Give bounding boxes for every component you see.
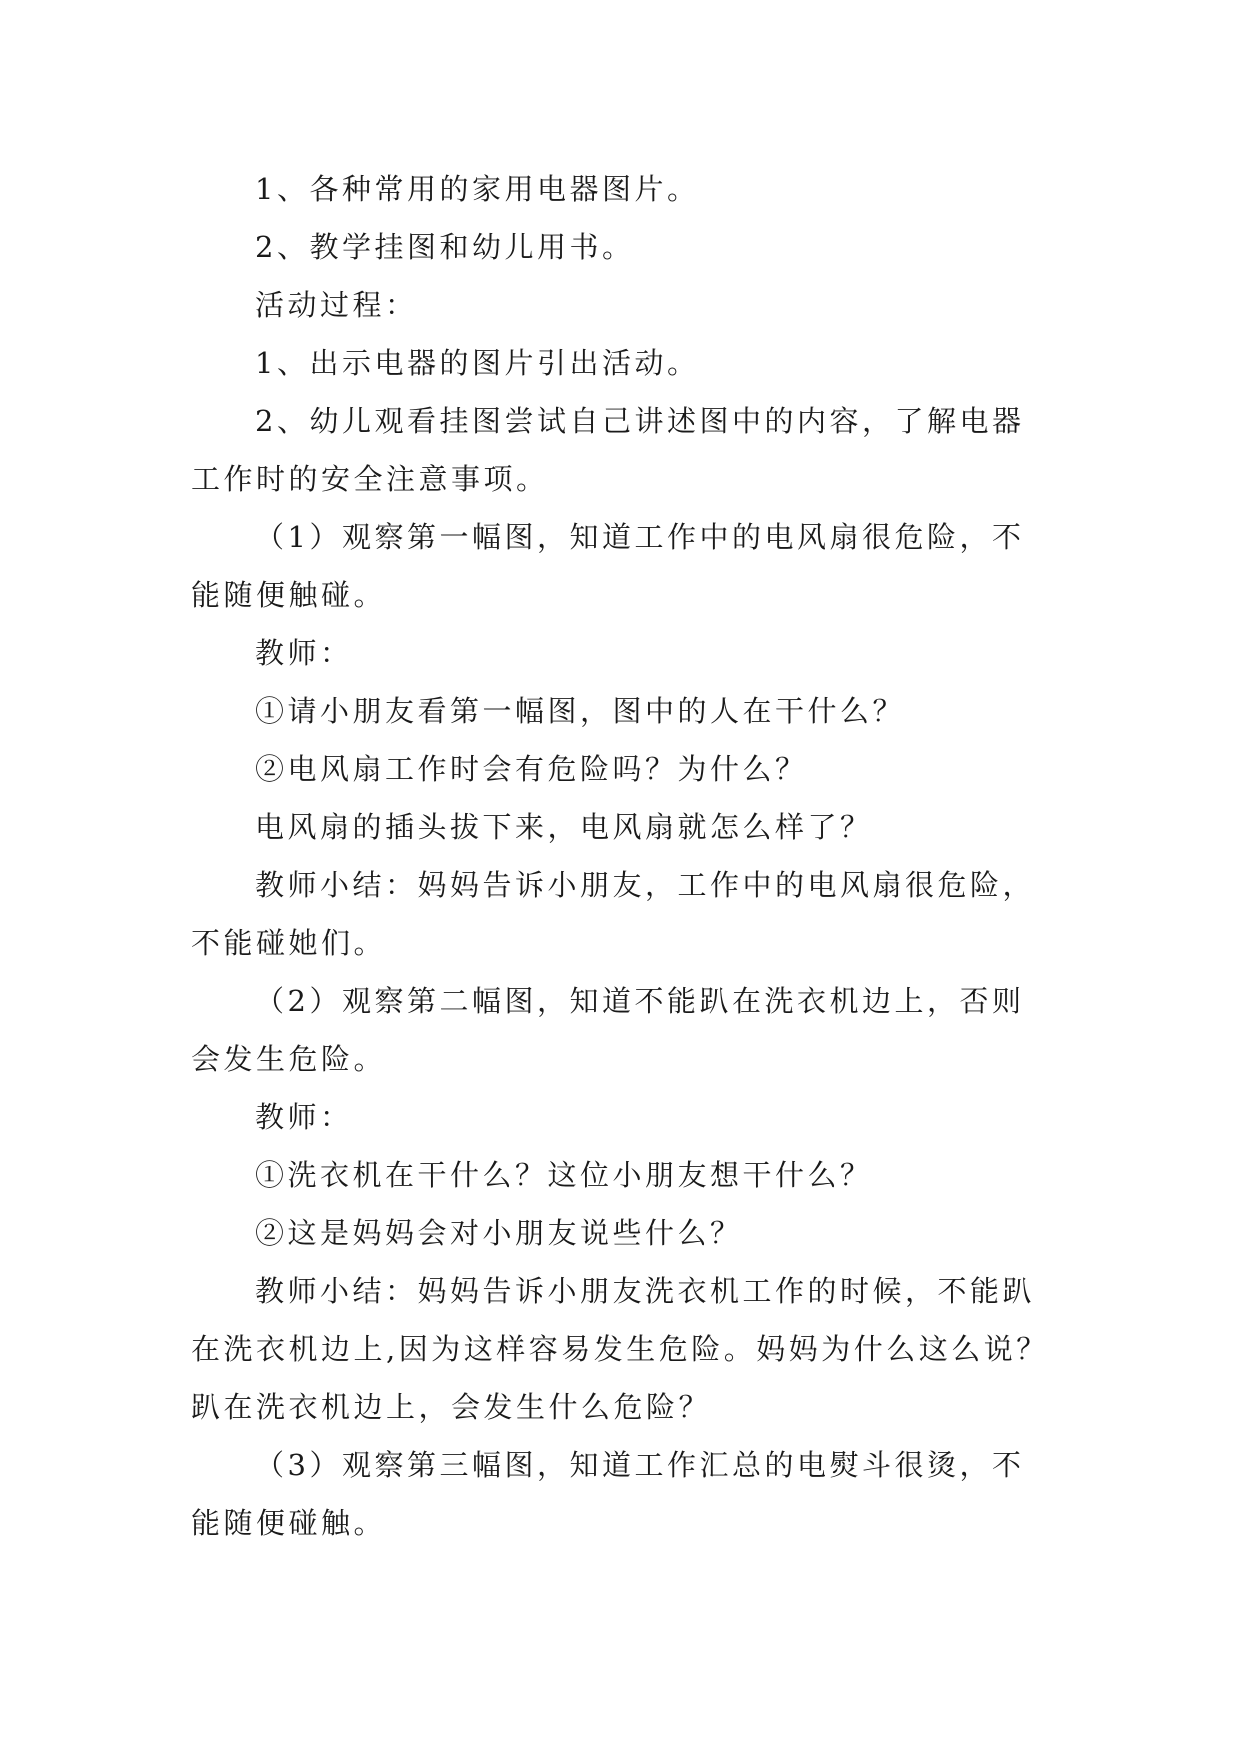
document-body <box>191 160 1051 1552</box>
paragraph: （3）观察第三幅图，知道工作汇总的电熨斗很烫，不能随便碰触。 <box>191 1448 1025 1540</box>
paragraph: ①洗衣机在干什么？这位小朋友想干什么？ <box>255 1158 873 1192</box>
paragraph: 2、教学挂图和幼儿用书。 <box>255 230 635 264</box>
paragraph: （2）观察第二幅图，知道不能趴在洗衣机边上，否则会发生危险。 <box>191 984 1025 1076</box>
paragraph: 教师： <box>255 636 353 670</box>
paragraph: 2、幼儿观看挂图尝试自己讲述图中的内容，了解电器工作时的安全注意事项。 <box>191 404 1025 496</box>
paragraph: ②这是妈妈会对小朋友说些什么？ <box>255 1216 743 1250</box>
paragraph: ②电风扇工作时会有危险吗？为什么？ <box>255 752 808 786</box>
paragraph: 教师小结：妈妈告诉小朋友，工作中的电风扇很危险，不能碰她们。 <box>191 868 1036 960</box>
paragraph: 电风扇的插头拔下来，电风扇就怎么样了？ <box>255 810 873 844</box>
paragraph: 教师： <box>255 1100 353 1134</box>
paragraph: （1）观察第一幅图，知道工作中的电风扇很危险，不能随便触碰。 <box>191 520 1025 612</box>
paragraph: 教师小结：妈妈告诉小朋友洗衣机工作的时候，不能趴在洗衣机边上,因为这样容易发生危险。妈妈为什么这么说？趴在洗衣机边上，会发生什么危险？ <box>191 1274 1049 1424</box>
paragraph: ①请小朋友看第一幅图，图中的人在干什么？ <box>255 694 906 728</box>
paragraph: 1、各种常用的家用电器图片。 <box>255 172 700 206</box>
paragraph: 1、出示电器的图片引出活动。 <box>255 346 700 380</box>
paragraph: 活动过程： <box>255 288 418 322</box>
